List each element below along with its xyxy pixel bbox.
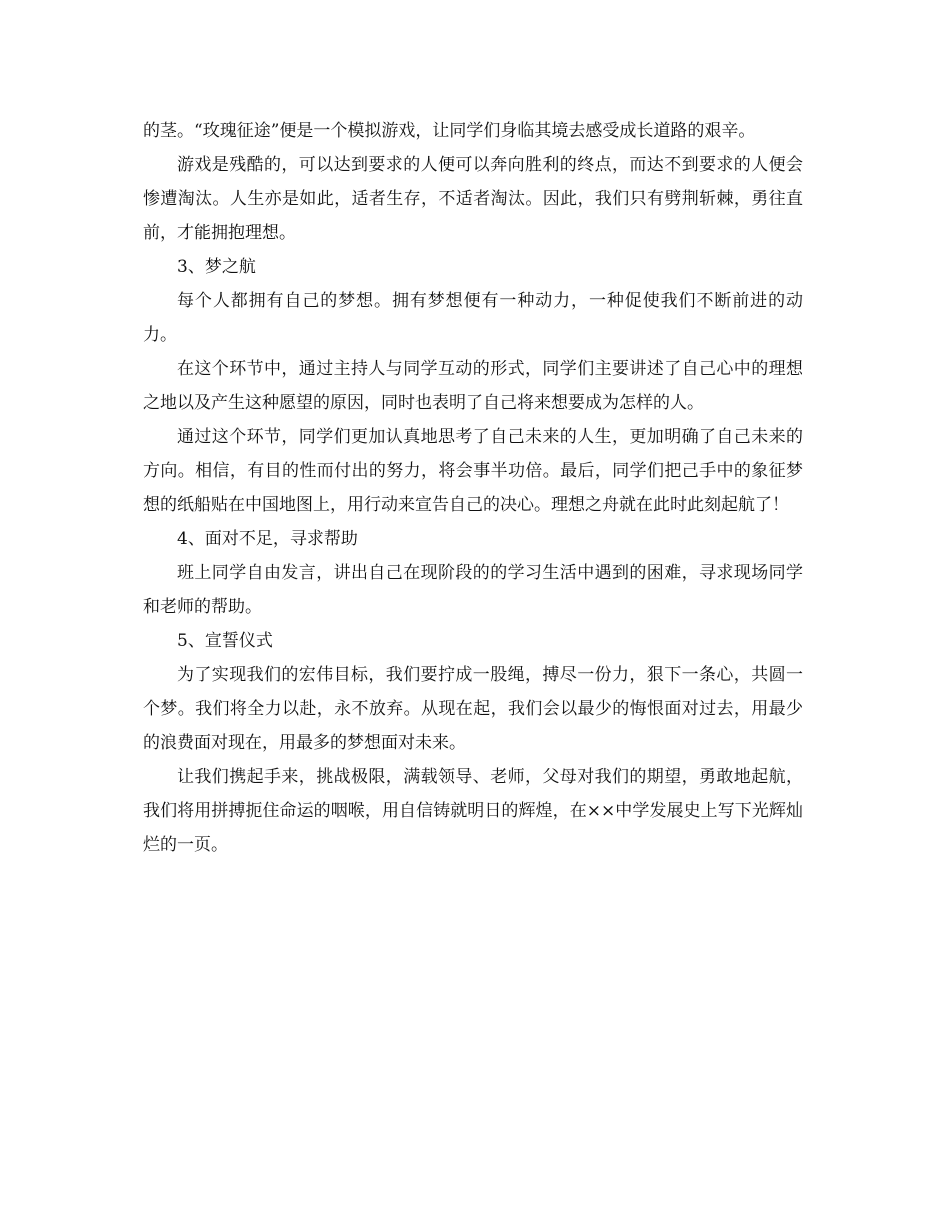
paragraph-grand-goal: 为了实现我们的宏伟目标，我们要拧成一股绳，搏尽一份力，狠下一条心，共圆一个梦。我们将全力以赴，永不放弃。从现在起，我们会以最少的悔恨面对过去，用最少的浪费面对现在，用最多的梦想面对未来。 — [143, 665, 803, 753]
paragraph-game-cruel: 游戏是残酷的，可以达到要求的人便可以奔向胜利的终点，而达不到要求的人便会惨遭淘汰。人生亦是如此，适者生存，不适者淘汰。因此，我们只有劈荆斩棘，勇往直前，才能拥抱理想。 — [143, 155, 803, 243]
section-heading-oath-ceremony: 5、宣誓仪式 — [177, 631, 273, 651]
section-heading-dream-voyage: 3、梦之航 — [177, 257, 256, 277]
paragraph-join-hands: 让我们携起手来，挑战极限，满载领导、老师，父母对我们的期望，勇敢地起航，我们将用拼搏扼住命运的咽喉，用自信铸就明日的辉煌，在××中学发展史上写下光辉灿烂的一页。 — [143, 767, 803, 855]
section-heading-seek-help: 4、面对不足，寻求帮助 — [177, 529, 358, 549]
paragraph-free-speech: 班上同学自由发言，讲出自己在现阶段的的学习生活中遇到的困难，寻求现场同学和老师的帮助。 — [143, 563, 803, 617]
paragraph-everyone-has-dream: 每个人都拥有自己的梦想。拥有梦想便有一种动力，一种促使我们不断前进的动力。 — [143, 291, 803, 345]
paragraph-future-direction: 通过这个环节，同学们更加认真地思考了自己未来的人生，更加明确了自己未来的方向。相信，有目的性而付出的努力，将会事半功倍。最后，同学们把己手中的象征梦想的纸船贴在中国地图上，用行动来宣告自己的决心。理想之舟就在此时此刻起航了！ — [143, 427, 803, 515]
document-body — [143, 114, 803, 862]
paragraph-host-interaction: 在这个环节中，通过主持人与同学互动的形式，同学们主要讲述了自己心中的理想之地以及产生这种愿望的原因，同时也表明了自己将来想要成为怎样的人。 — [143, 359, 803, 413]
paragraph-rose-journey-intro: 的茎。“玫瑰征途”便是一个模拟游戏，让同学们身临其境去感受成长道路的艰辛。 — [143, 121, 756, 141]
